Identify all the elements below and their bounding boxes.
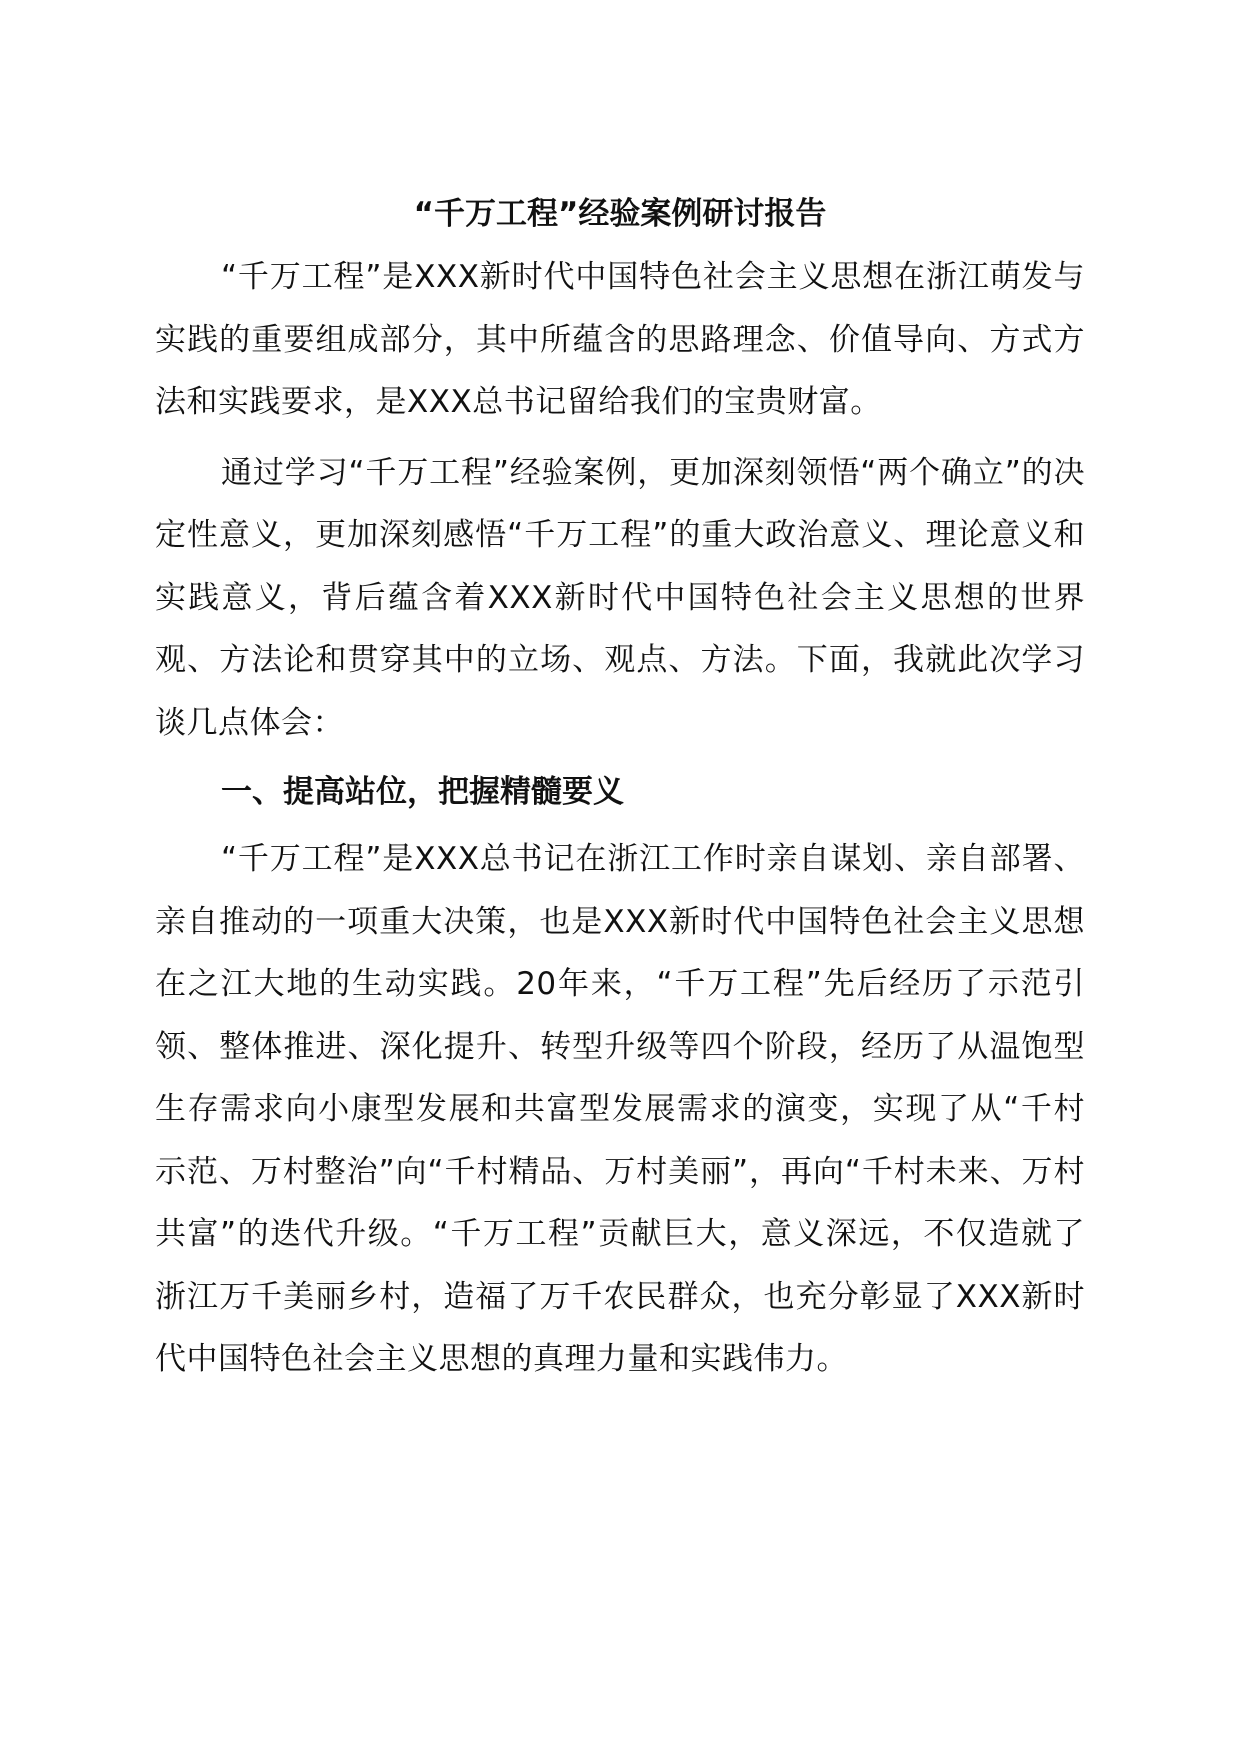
section-heading-1: 一、提高站位，把握精髓要义 <box>221 774 624 810</box>
intro-paragraph-2: 通过学习“千万工程”经验案例，更加深刻领悟“两个确立”的决定性意义，更加深刻感悟“千万工程”的重大政治意义、理论意义和实践意义，背后蕴含着XXX新时代中国特色社会主义思想的世界观、方法论和贯穿其中的立场、观点、方法。下面，我就此次学习谈几点体会： <box>155 454 1085 741</box>
section-1-paragraph: “千万工程”是XXX总书记在浙江工作时亲自谋划、亲自部署、亲自推动的一项重大决策，也是XXX新时代中国特色社会主义思想在之江大地的生动实践。20年来，“千万工程”先后经历了示范引领、整体推进、深化提升、转型升级等四个阶段，经历了从温饱型生存需求向小康型发展和共富型发展需求的演变，实现了从“千村示范、万村整治”向“千村精品、万村美丽”，再向“千村未来、万村共富”的迭代升级。“千万工程”贡献巨大，意义深远，不仅造就了浙江万千美丽乡村，造福了万千农民群众，也充分彰显了XXX新时代中国特色社会主义思想的真理力量和实践伟力。 <box>155 841 1085 1377</box>
intro-paragraph-1: “千万工程”是XXX新时代中国特色社会主义思想在浙江萌发与实践的重要组成部分，其中所蕴含的思路理念、价值导向、方式方法和实践要求，是XXX总书记留给我们的宝贵财富。 <box>155 259 1085 420</box>
document-body <box>155 190 1085 1391</box>
document-title: “千万工程”经验案例研讨报告 <box>413 196 827 232</box>
